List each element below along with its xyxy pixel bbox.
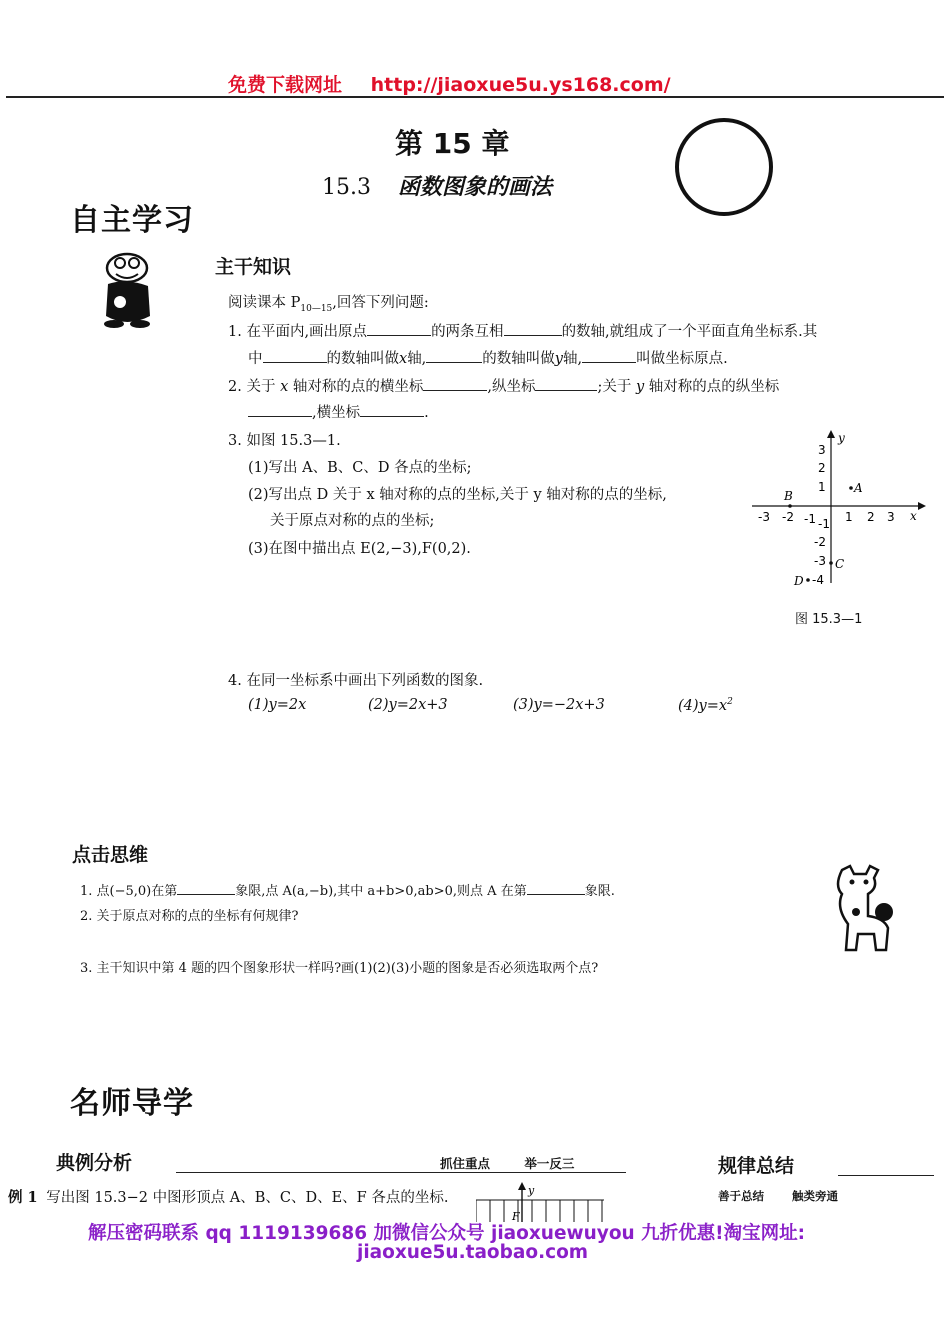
point-d-label: D bbox=[794, 574, 804, 588]
example-tagline bbox=[440, 1154, 574, 1172]
q2-text-f: ,横坐标 bbox=[312, 405, 361, 421]
teacher-heading: 名师导学 bbox=[70, 1086, 194, 1121]
x-axis-label: x bbox=[910, 509, 917, 523]
q4-text: 在同一坐标系中画出下列函数的图象. bbox=[246, 673, 484, 689]
y-tick: -4 bbox=[812, 573, 824, 587]
intro-pages: 10—15 bbox=[300, 303, 333, 314]
q4-function-4-base: (4)y=x bbox=[678, 697, 728, 714]
x-tick: 1 bbox=[845, 510, 853, 524]
rule-tag-1: 善于总结 bbox=[718, 1189, 764, 1203]
q1-blank-1[interactable] bbox=[367, 321, 431, 336]
thinking-heading: 点击思维 bbox=[72, 844, 149, 866]
coordinate-figure bbox=[752, 428, 932, 588]
q4-function-2: (2)y=2x+3 bbox=[368, 697, 448, 713]
x-tick: 2 bbox=[867, 510, 875, 524]
q2-text-a: 关于 bbox=[246, 379, 276, 395]
x-tick: 3 bbox=[887, 510, 895, 524]
q1-var-x: x bbox=[399, 351, 408, 367]
example-1-label: 例 1 bbox=[8, 1189, 38, 1206]
t1-blank-1[interactable] bbox=[177, 880, 235, 895]
question-3-part-3: (3)在图中描出点 E(2,−3),F(0,2). bbox=[248, 541, 471, 557]
frog-mascot-icon bbox=[96, 250, 158, 330]
question-1-line-1 bbox=[228, 320, 817, 341]
footer-line-1: 解压密码联系 qq 1119139686 加微信公众号 jiaoxuewuyou 九折优惠!淘宝网址: bbox=[88, 1223, 805, 1244]
question-3-part-2-cont: 关于原点对称的点的坐标; bbox=[270, 513, 435, 529]
y-axis-label: y bbox=[838, 431, 845, 445]
q4-function-4-exponent: 2 bbox=[727, 697, 733, 707]
banner-label: 免费下载网址 bbox=[228, 74, 343, 96]
decorative-circle-icon bbox=[670, 112, 780, 222]
q4-num: 4. bbox=[228, 673, 242, 689]
q2-text-e: 轴对称的点的纵坐标 bbox=[648, 379, 780, 395]
y-tick: 2 bbox=[818, 461, 826, 475]
tagline-2: 举一反三 bbox=[524, 1156, 575, 1171]
rule-tag-2: 触类旁通 bbox=[792, 1189, 839, 1203]
top-banner bbox=[228, 70, 671, 97]
thinking-question-1 bbox=[80, 880, 615, 899]
section-name: 函数图象的画法 bbox=[397, 174, 552, 200]
question-3-part-1: (1)写出 A、B、C、D 各点的坐标; bbox=[248, 460, 472, 476]
example-heading-rule bbox=[176, 1172, 626, 1173]
point-b-marker bbox=[788, 504, 792, 508]
question-3 bbox=[228, 429, 341, 450]
question-2-line-2 bbox=[248, 401, 429, 422]
y-tick: -3 bbox=[814, 554, 826, 568]
intro-text: 阅读课本 P bbox=[228, 295, 301, 311]
q1-blank-4[interactable] bbox=[426, 348, 482, 363]
t1-blank-2[interactable] bbox=[527, 880, 585, 895]
t1-text-c: 象限. bbox=[584, 884, 615, 899]
figure-15-3-2-fragment bbox=[476, 1182, 606, 1222]
q2-blank-1[interactable] bbox=[423, 376, 487, 391]
question-3-part-2: (2)写出点 D 关于 x 轴对称的点的坐标,关于 y 轴对称的点的坐标, bbox=[248, 487, 667, 503]
section-title bbox=[322, 170, 552, 201]
x-tick: -3 bbox=[758, 510, 770, 524]
question-4 bbox=[228, 669, 483, 690]
top-divider bbox=[6, 96, 944, 98]
q3-num: 3. bbox=[228, 433, 242, 449]
footer-line-2[interactable]: jiaoxue5u.taobao.com bbox=[357, 1242, 589, 1263]
q1-text-h: 轴, bbox=[563, 351, 583, 367]
rule-summary-rule bbox=[838, 1175, 934, 1176]
q1-blank-5[interactable] bbox=[582, 348, 636, 363]
main-knowledge-heading: 主干知识 bbox=[215, 256, 292, 278]
q1-var-y: y bbox=[554, 351, 563, 367]
q1-text-g: 的数轴叫做 bbox=[482, 351, 555, 367]
point-c-label: C bbox=[835, 557, 845, 571]
t1-text-a: 1. 点(−5,0)在第 bbox=[80, 884, 178, 899]
chapter-title: 第 15 章 bbox=[395, 127, 510, 160]
q4-function-4 bbox=[678, 697, 733, 714]
point-d-marker bbox=[806, 578, 810, 582]
giraffe-mascot-icon bbox=[828, 864, 900, 954]
point-c-marker bbox=[829, 561, 833, 565]
q4-function-1: (1)y=2x bbox=[248, 697, 307, 713]
q1-text-b: 的两条互相 bbox=[431, 324, 504, 340]
reading-intro bbox=[228, 291, 429, 314]
q2-text-c: ,纵坐标 bbox=[487, 379, 536, 395]
example-1 bbox=[8, 1186, 448, 1207]
q1-text-c: 的数轴,就组成了一个平面直角坐标系.其 bbox=[561, 324, 818, 340]
thinking-question-3: 3. 主干知识中第 4 题的四个图象形状一样吗?画(1)(2)(3)小题的图象是否必须选取两个点? bbox=[80, 961, 599, 976]
x-tick: -2 bbox=[782, 510, 794, 524]
q1-num: 1. bbox=[228, 324, 242, 340]
q4-function-3: (3)y=−2x+3 bbox=[513, 697, 605, 713]
q2-blank-4[interactable] bbox=[360, 402, 424, 417]
y-tick: 1 bbox=[818, 480, 826, 494]
q1-text-a: 在平面内,画出原点 bbox=[246, 324, 368, 340]
example-1-text: 写出图 15.3−2 中图形顶点 A、B、C、D、E、F 各点的坐标. bbox=[46, 1190, 449, 1206]
q2-num: 2. bbox=[228, 379, 242, 395]
x-tick: -1 bbox=[804, 512, 816, 526]
fig2-y-arrow-icon bbox=[518, 1182, 526, 1190]
banner-url[interactable]: http://jiaoxue5u.ys168.com/ bbox=[370, 74, 671, 96]
t1-text-b: 象限,点 A(a,−b),其中 a+b>0,ab>0,则点 A 在第 bbox=[235, 884, 527, 899]
q2-blank-3[interactable] bbox=[248, 402, 312, 417]
q1-blank-2[interactable] bbox=[504, 321, 562, 336]
question-1-line-2 bbox=[248, 347, 728, 368]
y-tick: 3 bbox=[818, 443, 826, 457]
rule-summary-heading: 规律总结 bbox=[718, 1155, 795, 1177]
y-tick: -2 bbox=[814, 535, 826, 549]
q3-text: 如图 15.3—1. bbox=[246, 433, 341, 449]
tagline-1: 抓住重点 bbox=[440, 1156, 491, 1171]
fig2-y-label: y bbox=[528, 1184, 535, 1197]
y-axis-arrow-icon bbox=[827, 430, 835, 438]
q1-text-f: 轴, bbox=[407, 351, 427, 367]
q1-text-e: 的数轴叫做 bbox=[326, 351, 399, 367]
q2-text-d: ;关于 bbox=[597, 379, 632, 395]
y-tick: -1 bbox=[818, 517, 830, 531]
question-2-line-1 bbox=[228, 375, 779, 396]
figure-caption: 图 15.3—1 bbox=[795, 612, 863, 627]
fig2-point-f-label: F bbox=[512, 1210, 520, 1222]
q2-var-x: x bbox=[280, 379, 289, 395]
q2-text-g: . bbox=[424, 405, 429, 421]
thinking-question-2: 2. 关于原点对称的点的坐标有何规律? bbox=[80, 909, 299, 924]
self-study-heading: 自主学习 bbox=[70, 203, 194, 238]
intro-text-end: ,回答下列问题: bbox=[332, 295, 429, 311]
q1-text-i: 叫做坐标原点. bbox=[636, 351, 728, 367]
q1-text-d: 中 bbox=[248, 351, 263, 367]
point-a-label: A bbox=[854, 481, 863, 495]
rule-tagline bbox=[718, 1188, 838, 1204]
example-heading: 典例分析 bbox=[56, 1152, 133, 1174]
point-a-marker bbox=[849, 486, 853, 490]
q2-text-b: 轴对称的点的横坐标 bbox=[292, 379, 424, 395]
x-axis-arrow-icon bbox=[918, 502, 926, 510]
q2-var-y: y bbox=[635, 379, 645, 395]
section-number: 15.3 bbox=[322, 175, 371, 200]
q2-blank-2[interactable] bbox=[535, 376, 597, 391]
point-b-label: B bbox=[784, 489, 793, 503]
q1-blank-3[interactable] bbox=[263, 348, 327, 363]
